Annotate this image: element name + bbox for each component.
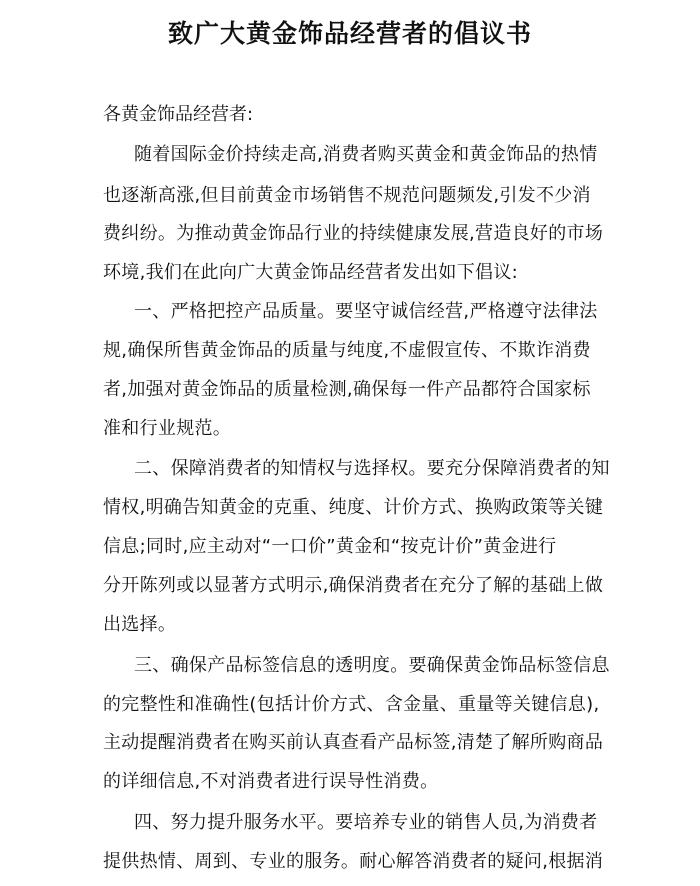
paragraph-3-line-5: 出选择。 <box>103 614 177 635</box>
paragraph-3-line-2: 情权,明确告知黄金的克重、纯度、计价方式、换购政策等关键 <box>103 497 604 518</box>
paragraph-4-line-3: 主动提醒消费者在购买前认真查看产品标签,清楚了解所购商品 <box>103 732 604 753</box>
paragraph-5-line-1: 四、努力提升服务水平。要培养专业的销售人员,为消费者 <box>134 812 598 833</box>
paragraph-4-line-4: 的详细信息,不对消费者进行误导性消费。 <box>103 771 439 792</box>
salutation: 各黄金饰品经营者: <box>103 104 254 125</box>
paragraph-2-line-4: 准和行业规范。 <box>103 418 232 439</box>
paragraph-1-line-1: 随着国际金价持续走高,消费者购买黄金和黄金饰品的热情 <box>134 144 598 165</box>
paragraph-5-line-2: 提供热情、周到、专业的服务。耐心解答消费者的疑问,根据消 <box>103 851 604 872</box>
document-title: 致广大黄金饰品经营者的倡议书 <box>167 19 532 48</box>
paragraph-1-line-2: 也逐渐高涨,但目前黄金市场销售不规范问题频发,引发不少消 <box>103 185 591 206</box>
paragraph-4-line-1: 三、确保产品标签信息的透明度。要确保黄金饰品标签信息 <box>134 655 610 676</box>
paragraph-1-line-4: 环境,我们在此向广大黄金饰品经营者发出如下倡议: <box>103 262 518 283</box>
paragraph-1-line-3: 费纠纷。为推动黄金饰品行业的持续健康发展,营造良好的市场 <box>103 223 604 244</box>
paragraph-3-line-4: 分开陈列或以显著方式明示,确保消费者在充分了解的基础上做 <box>103 575 604 596</box>
paragraph-3-line-3: 信息;同时,应主动对“一口价”黄金和“按克计价”黄金进行 <box>103 536 557 557</box>
paragraph-2-line-1: 一、严格把控产品质量。要坚守诚信经营,严格遵守法律法 <box>134 301 598 322</box>
paragraph-2-line-3: 者,加强对黄金饰品的质量检测,确保每一件产品都符合国家标 <box>103 379 591 400</box>
paragraph-3-line-1: 二、保障消费者的知情权与选择权。要充分保障消费者的知 <box>134 458 610 479</box>
paragraph-2-line-2: 规,确保所售黄金饰品的质量与纯度,不虚假宣传、不欺诈消费 <box>103 340 591 361</box>
paragraph-4-line-2: 的完整性和准确性(包括计价方式、含金量、重量等关键信息), <box>103 694 600 715</box>
